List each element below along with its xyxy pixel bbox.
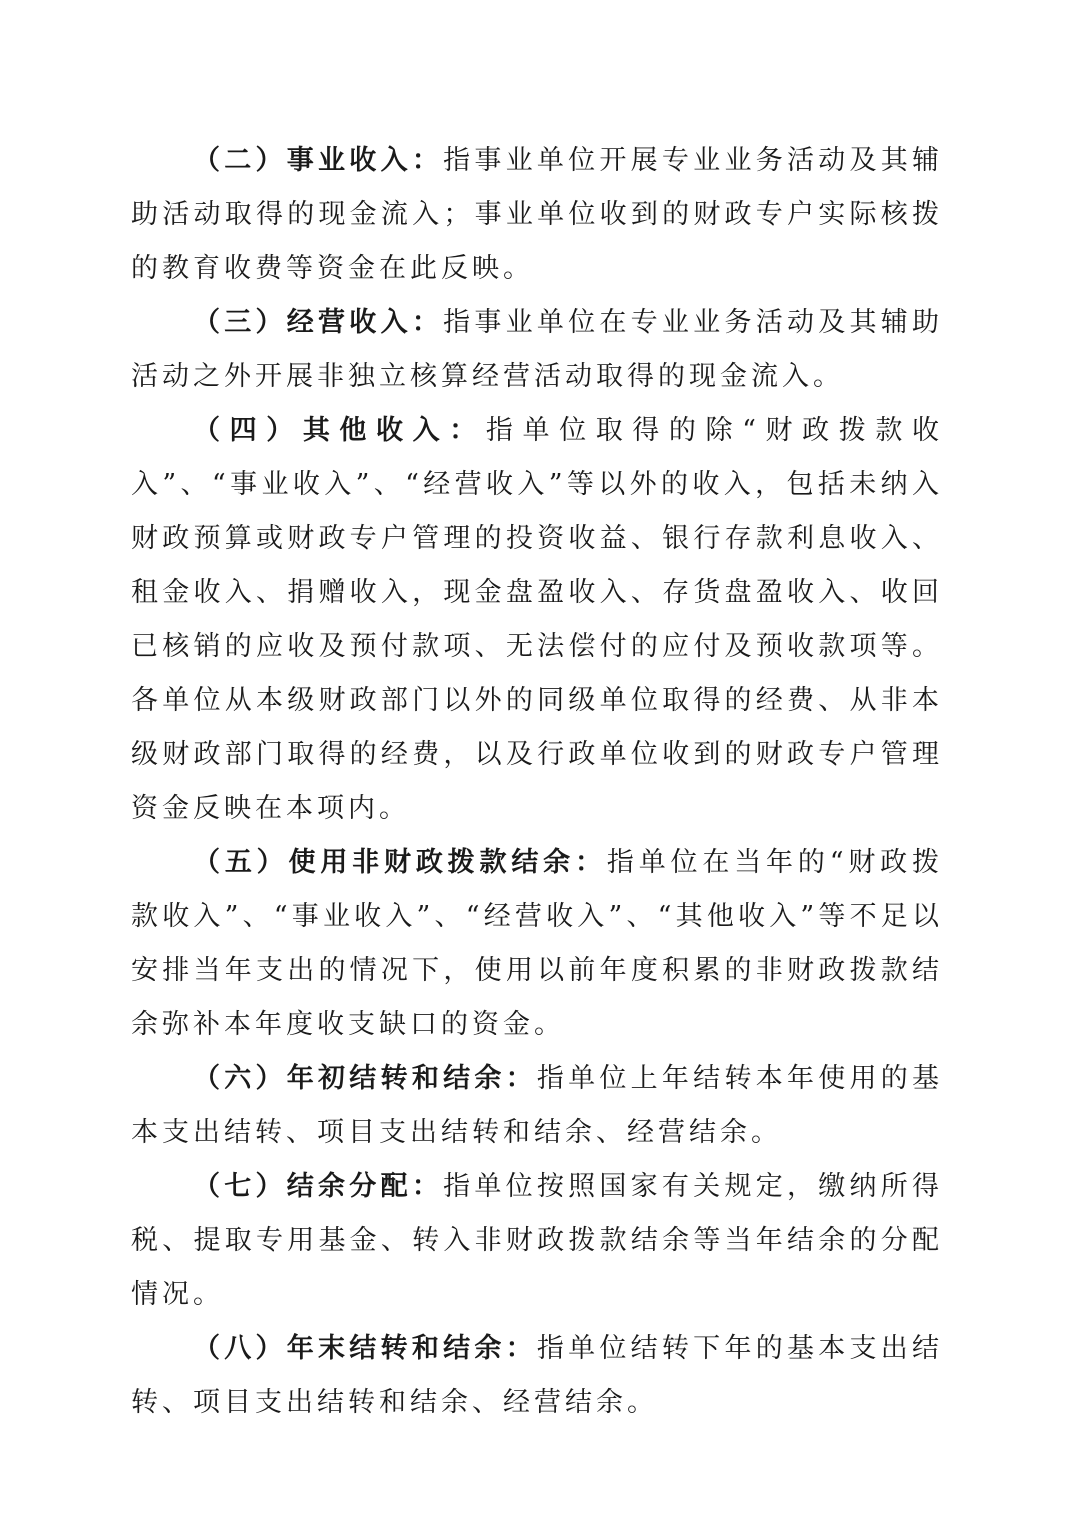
document-body xyxy=(131,134,943,1430)
paragraph-ending-carryover xyxy=(131,1322,943,1430)
paragraph-heading: （二）事业收入： xyxy=(193,145,444,176)
paragraph-surplus-distribution xyxy=(131,1160,943,1322)
paragraph-operating-income xyxy=(131,296,943,404)
paragraph-text: 指单位结转下年的基本支出结转、项目支出结转和结余、经营结余。 xyxy=(131,1333,944,1418)
paragraph-beginning-carryover xyxy=(131,1052,943,1160)
paragraph-heading: （七）结余分配： xyxy=(193,1171,444,1202)
paragraph-heading: （八）年末结转和结余： xyxy=(193,1333,537,1364)
paragraph-text: 指单位取得的除“财政拨款收入”、“事业收入”、“经营收入”等以外的收入，包括未纳入财政预算或财政专户管理的投资收益、银行存款利息收入、租金收入、捐赠收入，现金盘盈收入、存货盘盈收入、收回已核销的应收及预付款项、无法偿付的应付及预收款项等。各单位从本级财政部门以外的同级单位取得的经费、从非本级财政部门取得的经费，以及行政单位收到的财政专户管理资金反映在本项内。 xyxy=(131,415,943,824)
paragraph-text: 指事业单位在专业业务活动及其辅助活动之外开展非独立核算经营活动取得的现金流入。 xyxy=(131,307,944,392)
paragraph-heading: （四）其他收入： xyxy=(193,415,486,446)
paragraph-text: 指单位上年结转本年使用的基本支出结转、项目支出结转和结余、经营结余。 xyxy=(131,1063,944,1148)
paragraph-business-income xyxy=(131,134,943,296)
paragraph-non-fiscal-balance xyxy=(131,836,943,1052)
paragraph-heading: （六）年初结转和结余： xyxy=(193,1063,537,1094)
paragraph-other-income xyxy=(131,404,943,836)
paragraph-text: 指单位按照国家有关规定，缴纳所得税、提取专用基金、转入非财政拨款结余等当年结余的分配情况。 xyxy=(131,1171,944,1310)
paragraph-heading: （三）经营收入： xyxy=(193,307,444,338)
paragraph-text: 指事业单位开展专业业务活动及其辅助活动取得的现金流入；事业单位收到的财政专户实际核拨的教育收费等资金在此反映。 xyxy=(131,145,944,284)
paragraph-text: 指单位在当年的“财政拨款收入”、“事业收入”、“经营收入”、“其他收入”等不足以安排当年支出的情况下，使用以前年度积累的非财政拨款结余弥补本年度收支缺口的资金。 xyxy=(131,847,944,1040)
paragraph-heading: （五）使用非财政拨款结余： xyxy=(193,847,607,878)
